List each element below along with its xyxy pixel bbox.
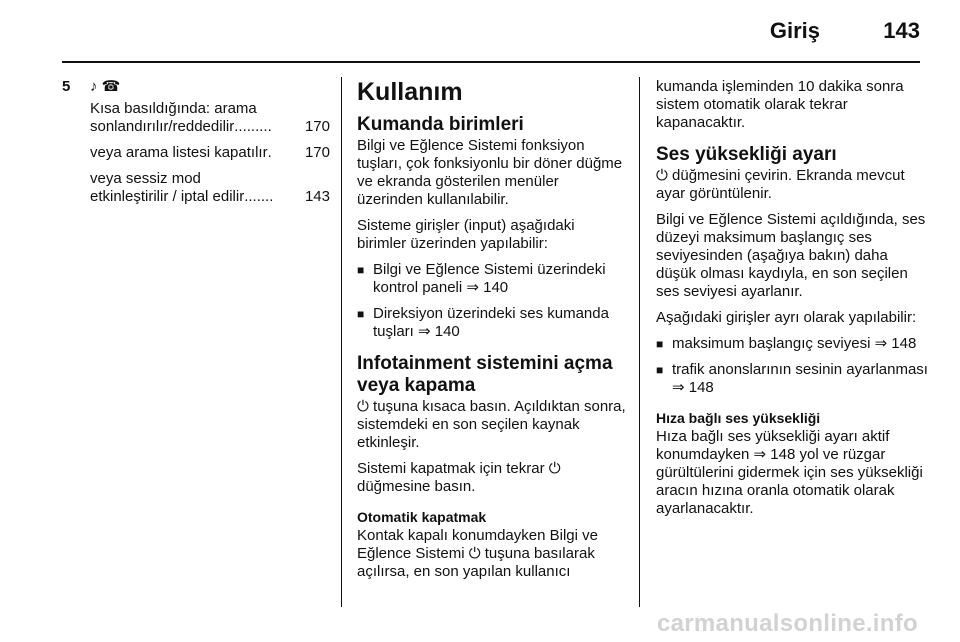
paragraph: kumanda işleminden 10 dakika sonra sistem otomatik olarak tekrar kapanacaktır.	[656, 78, 904, 131]
paragraph: ⏻ tuşuna kısaca basın. Açıldıktan sonra, sistemdeki en son seçilen kaynak etkinleşir.	[357, 398, 626, 451]
paragraph: Kontak kapalı konumdayken Bilgi ve Eğlence Sistemi ⏻ tuşuna basılarak açılırsa, en son yapılan kullanıcı	[357, 527, 598, 580]
toc-page-link[interactable]: 170	[304, 118, 330, 135]
column-divider-1	[341, 77, 342, 607]
subsection-heading: Infotainment sistemini açma veya kapama	[357, 353, 613, 396]
bullet-item: ■ Direksiyon üzerindeki ses kumanda tuşları ⇒ 140	[357, 305, 627, 341]
toc-entry	[90, 170, 330, 206]
bullet-item: ■ trafik anonslarının sesinin ayarlanması ⇒ 148	[656, 361, 928, 397]
paragraph: Bilgi ve Eğlence Sistemi fonksiyon tuşları, çok fonksiyonlu bir döner düğme ve ekranda gösterilen menüler üzerinden kullanılabilir.	[357, 137, 623, 208]
toc-entry-text: sonlandırılır/reddedilir	[90, 118, 235, 135]
toc-page-link[interactable]: 170	[304, 144, 330, 161]
toc-entry	[90, 144, 330, 162]
paragraph: Bilgi ve Eğlence Sistemi açıldığında, ses düzeyi maksimum başlangıç ses seviyesinden (aşağıya bakın) daha düşük olması kaydıyla, en son seçilen ses seviyesi ayarlanır.	[656, 211, 926, 300]
phone-mute-icon: ♪ ☎	[90, 78, 121, 95]
toc-page-link[interactable]: 143	[304, 188, 330, 205]
paragraph: Sisteme girişler (input) aşağıdaki birimler üzerinden yapılabilir:	[357, 217, 575, 252]
toc-entry	[90, 100, 330, 136]
toc-dots: .........	[234, 118, 272, 135]
bullet-item: ■ Bilgi ve Eğlence Sistemi üzerindeki kontrol paneli ⇒ 140	[357, 261, 627, 297]
toc-dots: .......	[244, 188, 274, 205]
section-title: Kullanım	[357, 78, 463, 106]
header-divider	[62, 61, 920, 63]
item-number: 5	[62, 78, 71, 95]
column-divider-2	[639, 77, 640, 607]
paragraph: Aşağıdaki girişler ayrı olarak yapılabilir:	[656, 309, 917, 326]
subsection-heading: Ses yüksekliği ayarı	[656, 144, 837, 165]
toc-entry-line: Kısa basıldığında: arama	[90, 100, 257, 117]
paragraph: Hıza bağlı ses yüksekliği ayarı aktif konumdayken ⇒ 148 yol ve rüzgar gürültülerini gidermek için ses yüksekliği aracın hızına oranla otomatik olarak ayarlanacaktır.	[656, 428, 923, 517]
column-2	[357, 78, 627, 589]
paragraph: Sistemi kapatmak için tekrar ⏻ düğmesine basın.	[357, 460, 561, 495]
subsection-heading: Kumanda birimleri	[357, 114, 524, 135]
toc-entry-line: veya sessiz mod	[90, 170, 201, 187]
minor-heading: Otomatik kapatmak	[357, 509, 487, 525]
bullet-item: ■ maksimum başlangıç seviyesi ⇒ 148	[656, 335, 928, 353]
page-number: 143	[883, 18, 920, 43]
page-title: Giriş	[769, 18, 820, 43]
minor-heading: Hıza bağlı ses yüksekliği	[656, 410, 821, 426]
toc-entry-text: etkinleştirilir / iptal edilir	[90, 188, 245, 205]
toc-dots: .	[267, 144, 272, 161]
column-3	[656, 78, 928, 526]
paragraph: ⏻ düğmesini çevirin. Ekranda mevcut ayar görüntülenir.	[656, 167, 905, 202]
toc-entry-text: veya arama listesi kapatılır	[90, 144, 268, 161]
column-1	[62, 78, 330, 214]
watermark: carmanualsonline.info	[656, 610, 918, 637]
